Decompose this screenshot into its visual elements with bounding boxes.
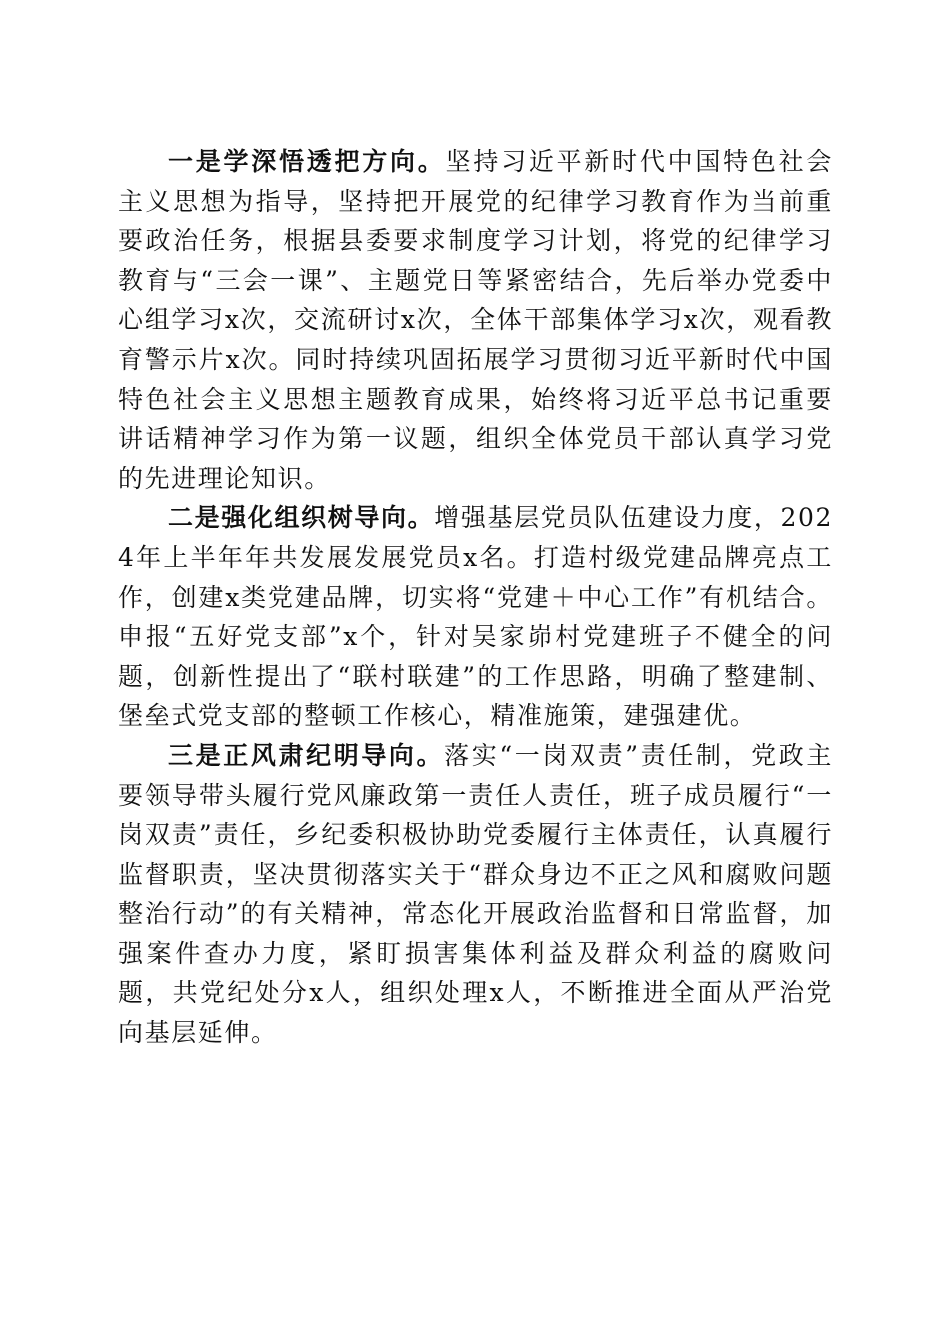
document-body — [118, 142, 833, 1053]
paragraph-discipline-guidance — [118, 736, 833, 1053]
paragraph-heading: 二是强化组织树导向。 — [168, 503, 435, 533]
paragraph-organization-guidance — [118, 498, 833, 736]
paragraph-text: 坚持习近平新时代中国特色社会主义思想为指导，坚持把开展党的纪律学习教育作为当前重要政治任务，根据县委要求制度学习计划，将党的纪律学习教育与“三会一课”、主题党日等紧密结合，先后举办党委中心组学习x次，交流研讨x次，全体干部集体学习x次，观看教育警示片x次。同时持续巩固拓展学习贯彻习近平新时代中国特色社会主义思想主题教育成果，始终将习近平总书记重要讲话精神学习作为第一议题，组织全体党员干部认真学习党的先进理论知识。 — [118, 147, 833, 493]
paragraph-text: 落实“一岗双责”责任制，党政主要领导带头履行党风廉政第一责任人责任，班子成员履行“一岗双责”责任，乡纪委积极协助党委履行主体责任，认真履行监督职责，坚决贯彻落实关于“群众身边不正之风和腐败问题整治行动”的有关精神，常态化开展政治监督和日常监督，加强案件查办力度，紧盯损害集体利益及群众利益的腐败问题，共党纪处分x人，组织处理x人，不断推进全面从严治党向基层延伸。 — [118, 740, 833, 1048]
paragraph-study-direction — [118, 142, 833, 498]
paragraph-heading: 一是学深悟透把方向。 — [168, 147, 446, 176]
paragraph-heading: 三是正风肃纪明导向。 — [168, 740, 445, 770]
paragraph-text: 增强基层党员队伍建设力度，2024年上半年年共发展发展党员x名。打造村级党建品牌亮点工作，创建x类党建品牌，切实将“党建＋中心工作”有机结合。申报“五好党支部”x个，针对吴家峁村党建班子不健全的问题，创新性提出了“联村联建”的工作思路，明确了整建制、堡垒式党支部的整顿工作核心，精准施策，建强建优。 — [118, 503, 833, 731]
